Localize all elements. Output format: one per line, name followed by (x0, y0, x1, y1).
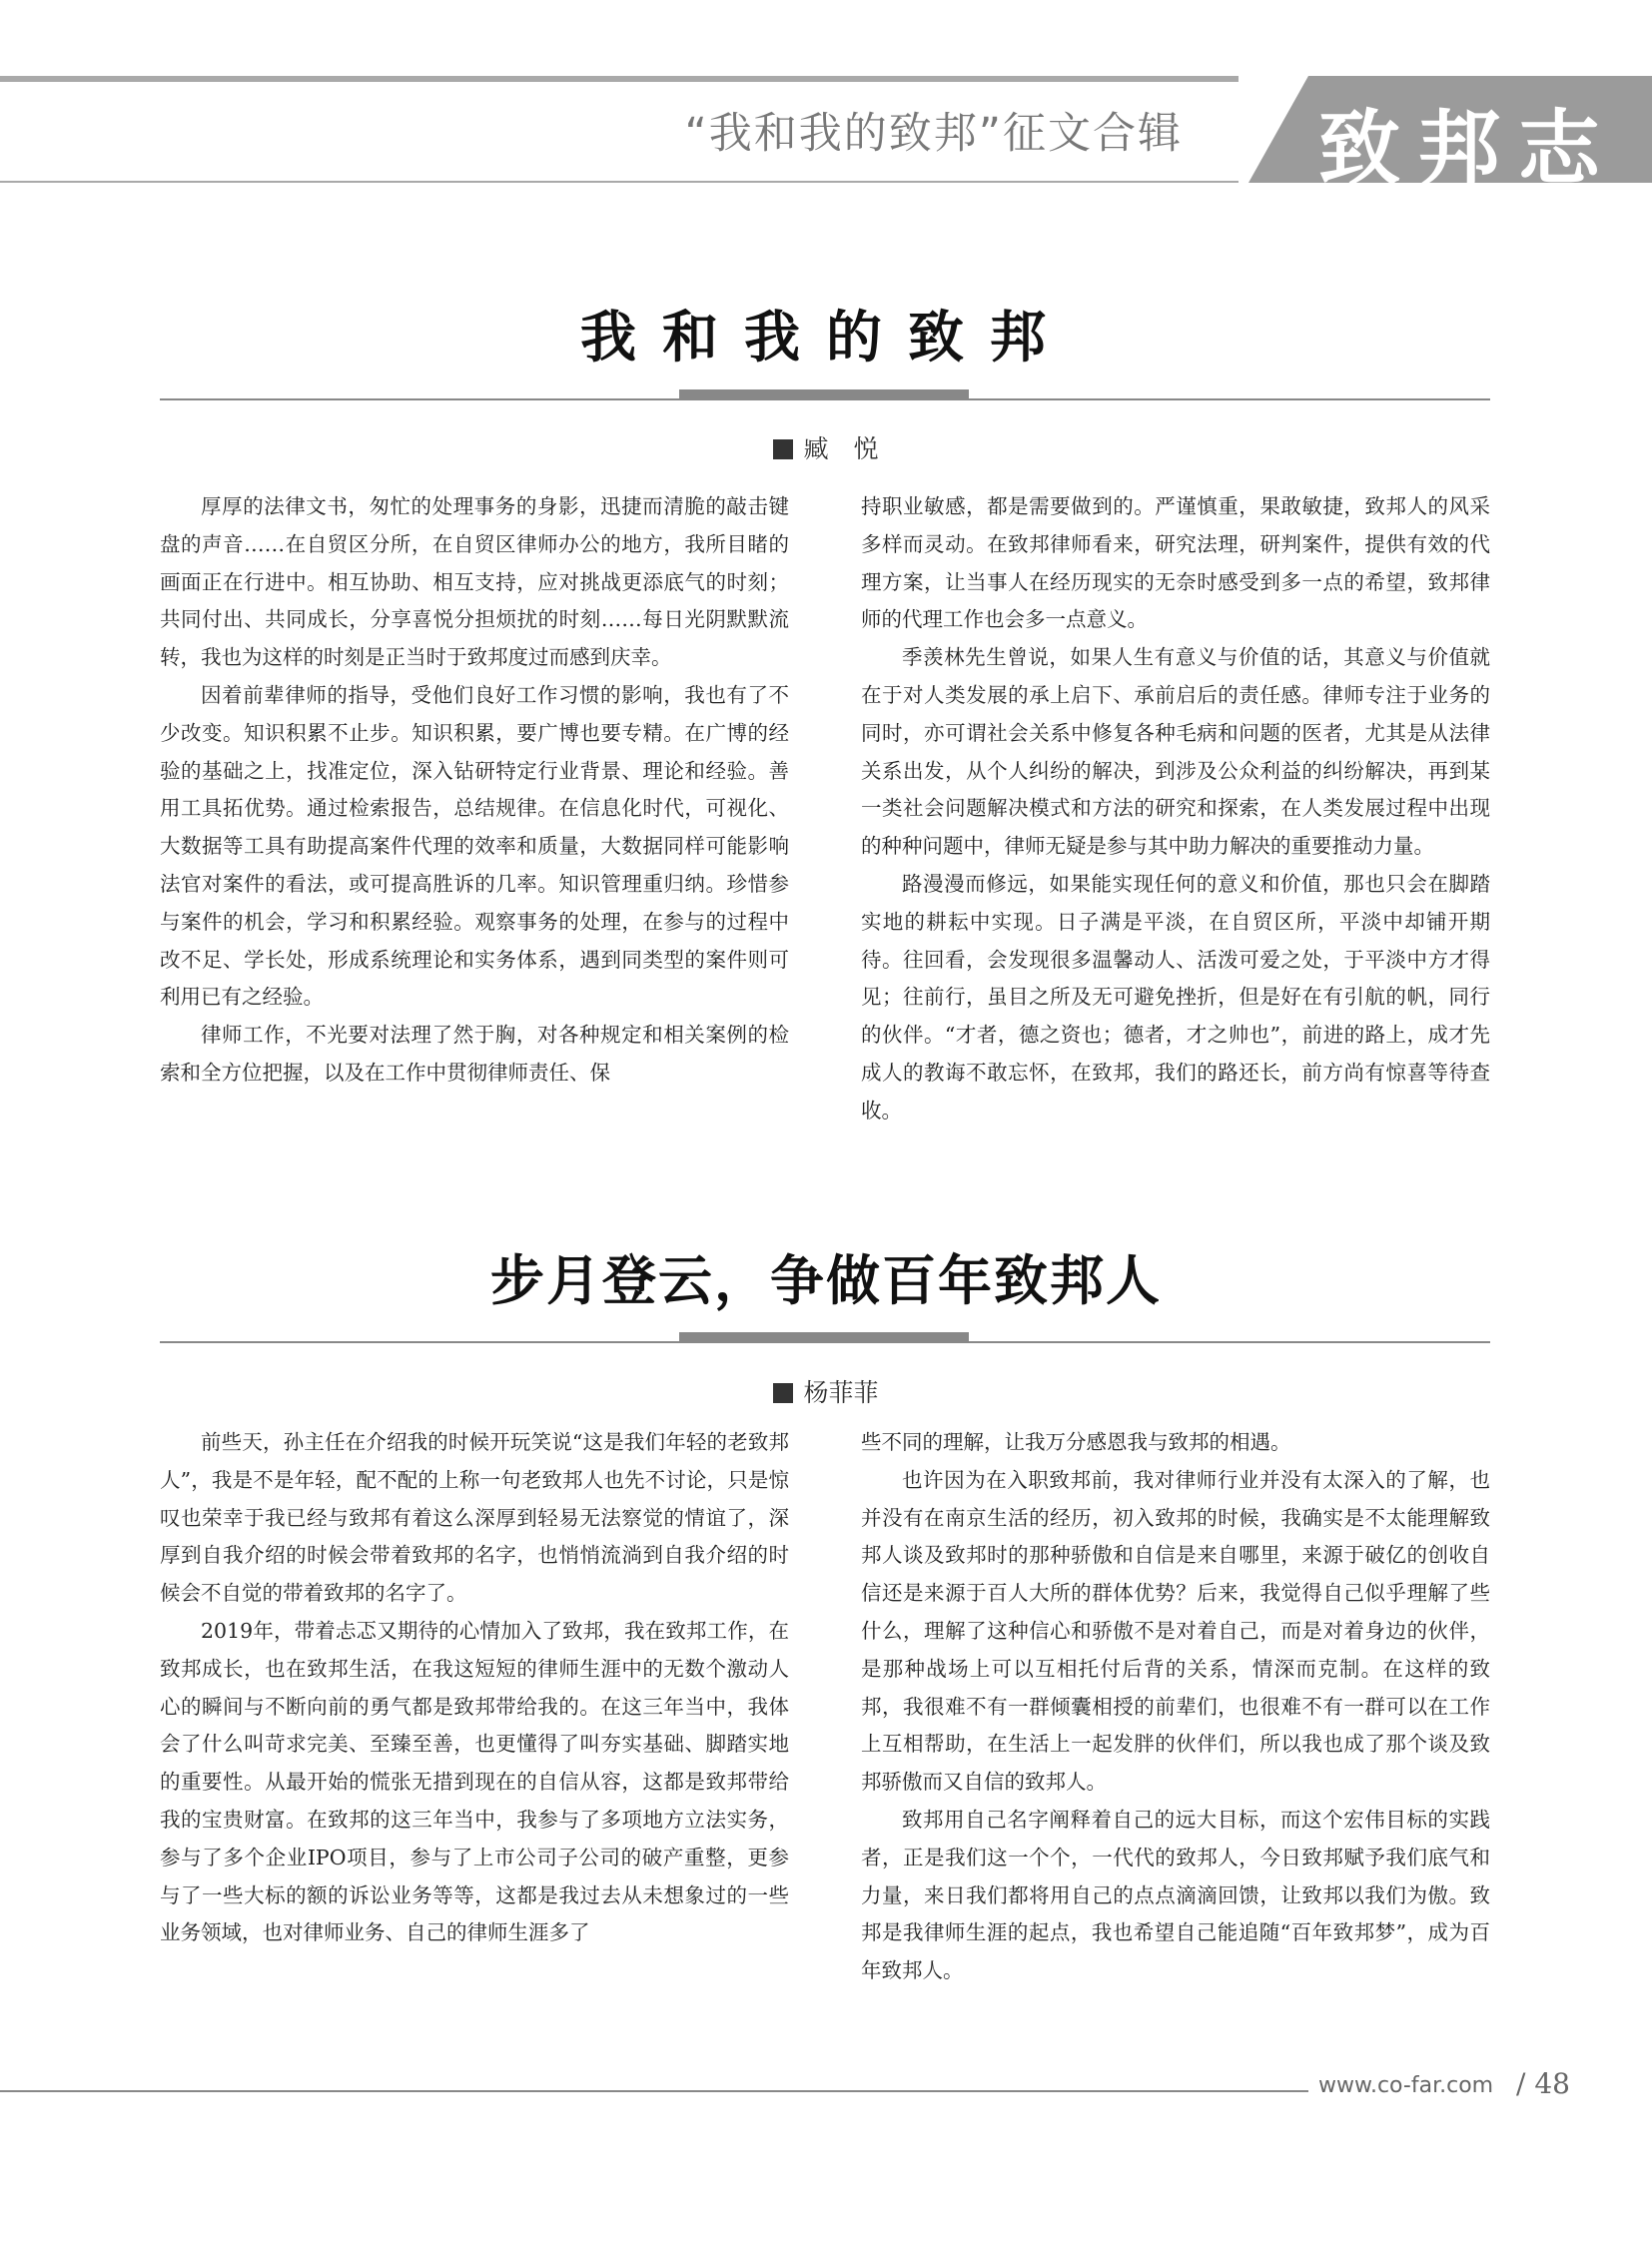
article1-column-right (861, 488, 1490, 1130)
paragraph: 些不同的理解，让我万分感恩我与致邦的相遇。 (861, 1430, 1291, 1454)
header-subtitle: “我和我的致邦”征文合辑 (684, 109, 1183, 159)
byline-square-icon (773, 1383, 793, 1403)
paragraph: 致邦用自己名字阐释着自己的远大目标，而这个宏伟目标的实践者，正是我们这一个个，一代代的致邦人，今日致邦赋予我们底气和力量，来日我们都将用自己的点点滴滴回馈，让致邦以我们为傲。致邦是我律师生涯的起点，我也希望自己能追随“百年致邦梦”，成为百年致邦人。 (861, 1807, 1490, 1983)
paragraph: 也许因为在入职致邦前，我对律师行业并没有太深入的了解，也并没有在南京生活的经历，初入致邦的时候，我确实是不太能理解致邦人谈及致邦时的那种骄傲和自信是来自哪里，来源于破亿的创收自信还是来源于百人大所的群体优势？后来，我觉得自己似乎理解了些什么，理解了这种信心和骄傲不是对着自己，而是对着身边的伙伴，是那种战场上可以互相托付后背的关系，情深而克制。在这样的致邦，我很难不有一群倾囊相授的前辈们，也很难不有一群可以在工作上互相帮助，在生活上一起发胖的伙伴们，所以我也成了那个谈及致邦骄傲而又自信的致邦人。 (861, 1467, 1490, 1795)
header-rule-top (0, 76, 1239, 82)
article2-title: 步月登云，争做百年致邦人 (490, 1249, 1162, 1312)
paragraph: 厚厚的法律文书，匆忙的处理事务的身影，迅捷而清脆的敲击键盘的声音……在自贸区分所，在自贸区律师办公的地方，我所目睹的画面正在行进中。相互协助、相互支持，应对挑战更添底气的时刻；共同付出、共同成长，分享喜悦分担烦扰的时刻……每日光阴默默流转，我也为这样的时刻是正当时于致邦度过而感到庆幸。 (160, 494, 789, 670)
paragraph: 2019年，带着忐忑又期待的心情加入了致邦，我在致邦工作，在致邦成长，也在致邦生活，在我这短短的律师生涯中的无数个激动人心的瞬间与不断向前的勇气都是致邦带给我的。在这三年当中，我体会了什么叫苛求完美、至臻至善，也更懂得了叫夯实基础、脚踏实地的重要性。从最开始的慌张无措到现在的自信从容，这都是致邦带给我的宝贵财富。在致邦的这三年当中，我参与了多项地方立法实务，参与了多个企业IPO项目，参与了上市公司子公司的破产重整，更参与了一些大标的额的诉讼业务等等，这都是我过去从未想象过的一些业务领域，也对律师业务、自己的律师生涯多了 (160, 1618, 789, 1945)
article1-title-rule-accent (679, 389, 969, 399)
article1-column-left (160, 488, 789, 1093)
article2-column-left (160, 1424, 789, 1952)
footer-rule (0, 2090, 1308, 2092)
byline-square-icon (773, 439, 793, 459)
article2-column-right (861, 1424, 1490, 1990)
article2-author: 杨菲菲 (803, 1378, 879, 1407)
page-number: / 48 (1516, 2067, 1570, 2100)
article1-author: 臧 悦 (803, 434, 879, 463)
magazine-title: 致邦志 (1318, 101, 1619, 197)
paragraph: 律师工作，不光要对法理了然于胸，对各种规定和相关案例的检索和全方位把握，以及在工作中贯彻律师责任、保 (160, 1023, 789, 1085)
paragraph: 路漫漫而修远，如果能实现任何的意义和价值，那也只会在脚踏实地的耕耘中实现。日子满是平淡，在自贸区所，平淡中却铺开期待。往回看，会发现很多温馨动人、活泼可爱之处，于平淡中方才得见；往前行，虽目之所及无可避免挫折，但是好在有引航的帆，同行的伙伴。“才者，德之资也；德者，才之帅也”，前进的路上，成才先成人的教诲不敢忘怀，在致邦，我们的路还长，前方尚有惊喜等待查收。 (861, 871, 1490, 1122)
paragraph: 持职业敏感，都是需要做到的。严谨慎重，果敢敏捷，致邦人的风采多样而灵动。在致邦律师看来，研究法理，研判案件，提供有效的代理方案，让当事人在经历现实的无奈时感受到多一点的希望，致邦律师的代理工作也会多一点意义。 (861, 494, 1490, 632)
paragraph: 前些天，孙主任在介绍我的时候开玩笑说“这是我们年轻的老致邦人”，我是不是年轻，配不配的上称一句老致邦人也先不讨论，只是惊叹也荣幸于我已经与致邦有着这么深厚到轻易无法察觉的情谊了，深厚到自我介绍的时候会带着致邦的名字，也悄悄流淌到自我介绍的时候会不自觉的带着致邦的名字了。 (160, 1430, 789, 1606)
paragraph: 因着前辈律师的指导，受他们良好工作习惯的影响，我也有了不少改变。知识积累不止步。知识积累，要广博也要专精。在广博的经验的基础之上，找准定位，深入钻研特定行业背景、理论和经验。善用工具拓优势。通过检索报告，总结规律。在信息化时代，可视化、大数据等工具有助提高案件代理的效率和质量，大数据同样可能影响法官对案件的看法，或可提高胜诉的几率。知识管理重归纳。珍惜参与案件的机会，学习和积累经验。观察事务的处理，在参与的过程中改不足、学长处，形成系统理论和实务体系，遇到同类型的案件则可利用已有之经验。 (160, 682, 789, 1010)
header-rule-bottom (0, 181, 1239, 183)
article2-title-rule-accent (679, 1332, 969, 1342)
article1-title: 我和我的致邦 (580, 305, 1072, 371)
footer-url: www.co-far.com (1318, 2073, 1494, 2098)
article1-byline (0, 429, 1652, 465)
paragraph: 季羡林先生曾说，如果人生有意义与价值的话，其意义与价值就在于对人类发展的承上启下、承前启后的责任感。律师专注于业务的同时，亦可谓社会关系中修复各种毛病和问题的医者，尤其是从法律关系出发，从个人纠纷的解决，到涉及公众利益的纠纷解决，再到某一类社会问题解决模式和方法的研究和探索，在人类发展过程中出现的种种问题中，律师无疑是参与其中助力解决的重要推动力量。 (861, 645, 1490, 859)
article2-byline (0, 1373, 1652, 1409)
